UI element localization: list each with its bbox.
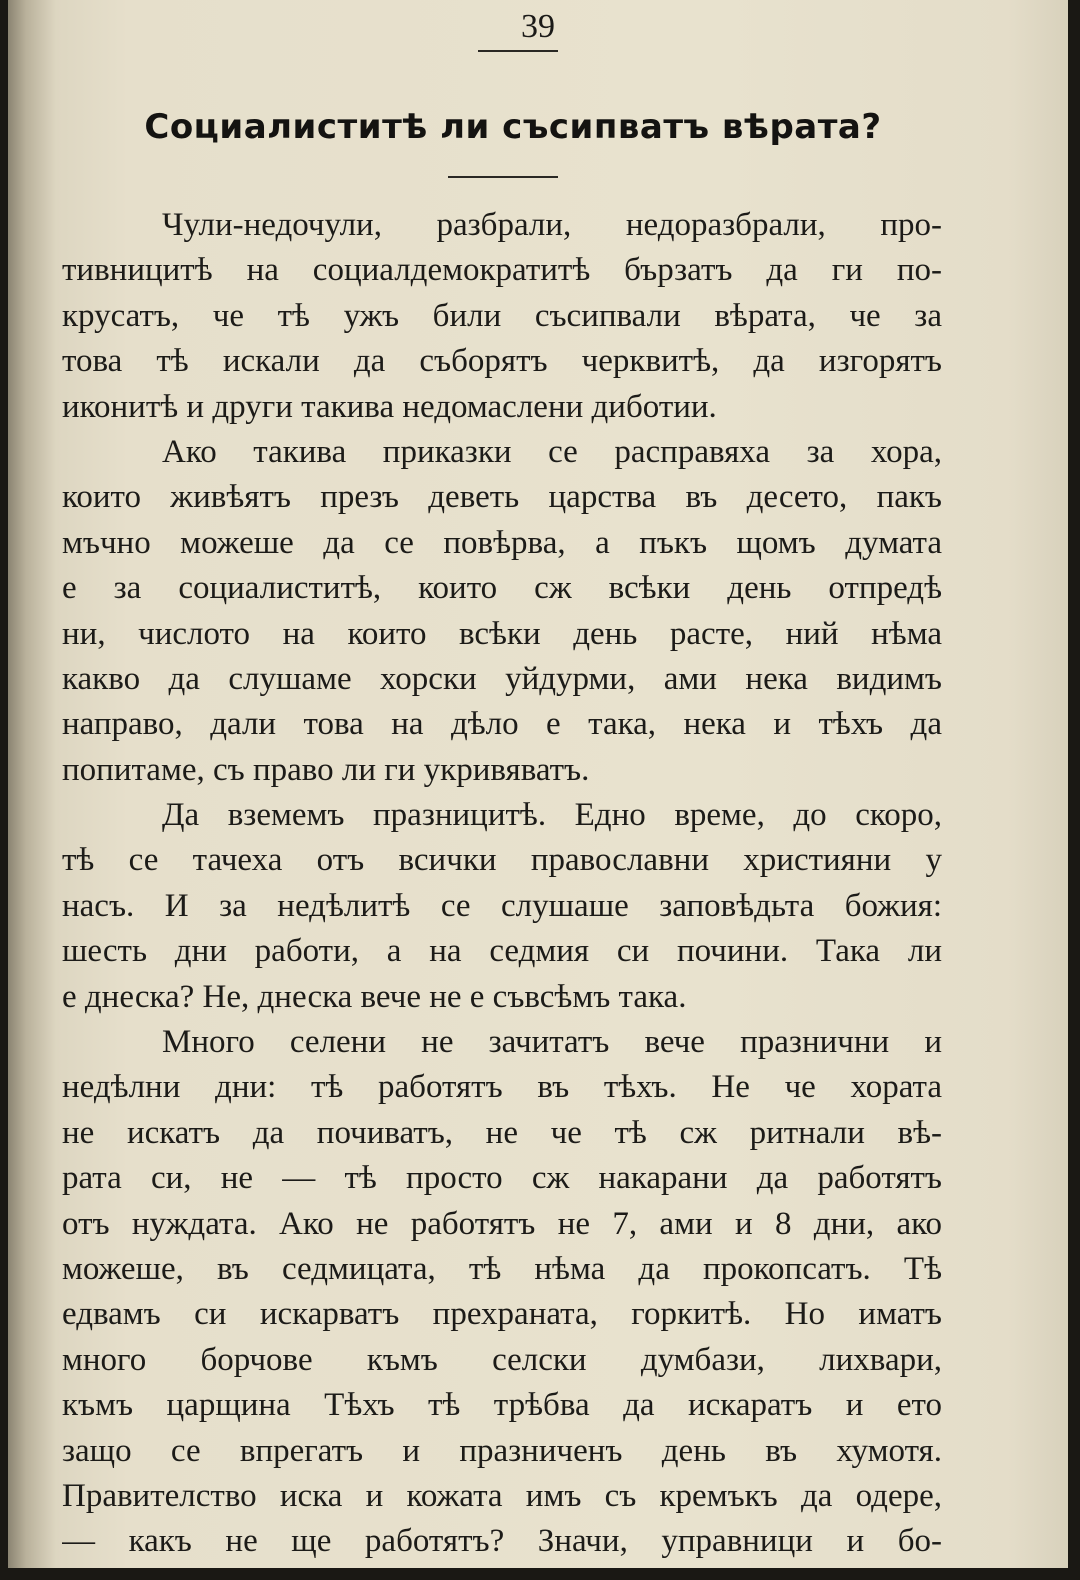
- text-line: къмъ царщина Тѣхъ тѣ трѣбва да искаратъ и ето: [62, 1387, 942, 1424]
- text-line: Правителство иска и кожата имъ съ кремъкъ да одере,: [62, 1477, 942, 1514]
- chapter-title: Социалиститѣ ли съсипватъ вѣрата?: [144, 107, 882, 147]
- text-line: отъ нуждата. Ако не работятъ не 7, ами и 8 дни, ако: [62, 1205, 942, 1242]
- text-line: които живѣятъ презъ деветь царства въ десето, пакъ: [62, 479, 942, 516]
- text-line: Много селени не зачитатъ вече празнични и: [162, 1024, 942, 1061]
- text-line: тѣ се тачеха отъ всички православни християни у: [62, 842, 942, 879]
- text-line: Да вземемъ празницитѣ. Едно време, до скоро,: [162, 797, 942, 834]
- page-number-rule: [478, 50, 558, 52]
- book-page: [8, 0, 1068, 1568]
- text-line: рата си, не — тѣ просто сж накарани да работятъ: [62, 1160, 942, 1197]
- text-line: недѣлни дни: тѣ работятъ въ тѣхъ. Не че хората: [62, 1069, 942, 1106]
- text-line: Чули-недочули, разбрали, недоразбрали, про-: [162, 207, 942, 243]
- page-number: 39: [521, 8, 555, 45]
- title-rule: [448, 176, 558, 178]
- text-line: е днеска? Не, днеска вече не е съвсѣмъ така.: [62, 978, 687, 1015]
- text-line: какво да слушаме хорски уйдурми, ами нека видимъ: [62, 660, 942, 697]
- text-line: насъ. И за недѣлитѣ се слушаше заповѣдьта божия:: [62, 887, 942, 924]
- text-line: е за социалиститѣ, които сж всѣки день отпредѣ: [62, 570, 942, 607]
- body-text: [62, 203, 942, 1565]
- text-line: много борчове къмъ селски думбази, лихвари,: [62, 1341, 942, 1378]
- text-line: защо се впрегатъ и празниченъ день въ хумотя.: [62, 1432, 942, 1469]
- text-line: — какъ не ще работятъ? Значи, управници и бо-: [62, 1523, 942, 1560]
- text-line: крусатъ, че тѣ ужъ били съсипвали вѣрата, че за: [62, 297, 942, 334]
- text-line: иконитѣ и други такива недомаслени диботии.: [62, 388, 717, 425]
- text-line: ни, числото на които всѣки день расте, ний нѣма: [62, 615, 942, 652]
- text-line: шесть дни работи, а на седмия си почини. Така ли: [62, 933, 942, 970]
- text-line: тивницитѣ на социалдемократитѣ бързатъ да ги по-: [62, 252, 942, 289]
- text-line: това тѣ искали да съборятъ черквитѣ, да изгорятъ: [62, 343, 942, 380]
- text-line: мъчно можеше да се повѣрва, а пъкъ щомъ думата: [62, 524, 942, 561]
- text-line: Ако такива приказки се расправяха за хора,: [162, 433, 942, 470]
- text-line: не искатъ да почиватъ, не че тѣ сж ритнали вѣ-: [62, 1114, 942, 1151]
- text-line: попитаме, съ право ли ги укривяватъ.: [62, 751, 590, 788]
- text-line: можеше, въ седмицата, тѣ нѣма да прокопсатъ. Тѣ: [62, 1250, 942, 1287]
- text-line: направо, дали това на дѣло е така, нека и тѣхъ да: [62, 706, 942, 743]
- text-line: едвамъ си искарватъ прехраната, горкитѣ. Но иматъ: [62, 1296, 942, 1333]
